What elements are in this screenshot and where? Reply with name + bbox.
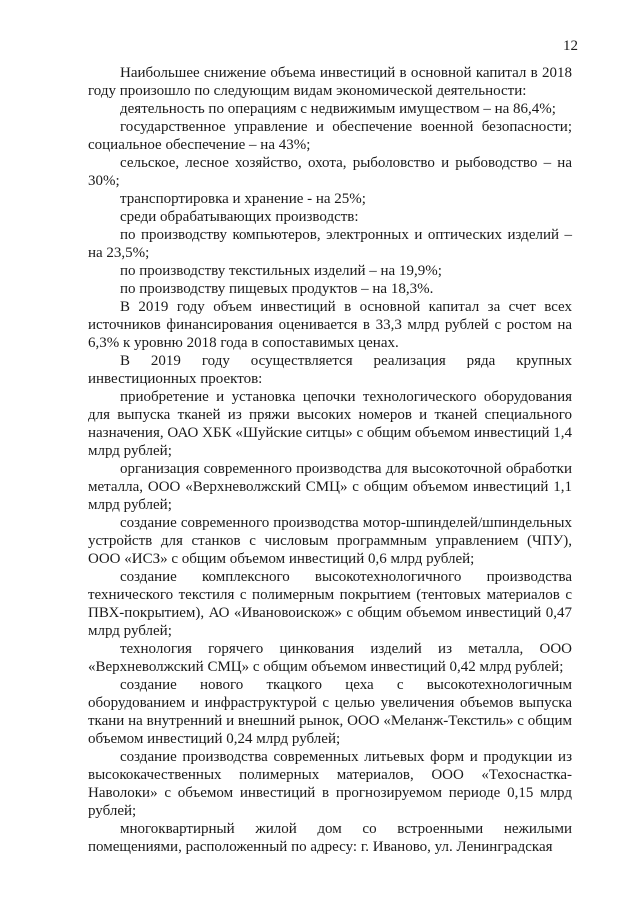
paragraph: государственное управление и обеспечение военной безопасности; социальное обеспечение – на 43%;	[88, 119, 572, 153]
paragraph: приобретение и установка цепочки технологического оборудования для выпуска тканей из пряжи высоких номеров и тканей специального назначения, ОАО ХБК «Шуйские ситцы» с общим объемом инвестиций 1,4 млрд рублей;	[88, 389, 572, 459]
paragraph: транспортировка и хранение - на 25%;	[120, 191, 366, 207]
paragraph: многоквартирный жилой дом со встроенными нежилыми помещениями, расположенный по адресу: г. Иваново, ул. Ленинградская	[88, 821, 572, 855]
paragraph: деятельность по операциям с недвижимым имуществом – на 86,4%;	[120, 101, 556, 117]
paragraph: создание нового ткацкого цеха с высокотехнологичным оборудованием и инфраструктурой с целью увеличения объемов выпуска ткани на внутренний и внешний рынок, ООО «Меланж-Текстиль» с общим объемом инвестиций 0,24 млрд рублей;	[88, 677, 572, 747]
paragraph: по производству текстильных изделий – на 19,9%;	[120, 263, 442, 279]
page-number: 12	[563, 38, 578, 54]
paragraph: В 2019 году осуществляется реализация ряда крупных инвестиционных проектов:	[88, 353, 572, 387]
paragraph: создание комплексного высокотехнологичного производства технического текстиля с полимерным покрытием (тентовых материалов с ПВХ-покрытием), АО «Ивановоискож» с общим объемом инвестиций 0,47 млрд рублей;	[88, 569, 572, 639]
document-body	[88, 64, 572, 856]
paragraph: по производству пищевых продуктов – на 18,3%.	[120, 281, 434, 297]
paragraph: создание современного производства мотор-шпинделей/шпиндельных устройств для станков с числовым программным управлением (ЧПУ), ООО «ИСЗ» с общим объемом инвестиций 0,6 млрд рублей;	[88, 515, 572, 567]
paragraph: В 2019 году объем инвестиций в основной капитал за счет всех источников финансирования оценивается в 33,3 млрд рублей с ростом на 6,3% к уровню 2018 года в сопоставимых ценах.	[88, 299, 572, 351]
paragraph: Наибольшее снижение объема инвестиций в основной капитал в 2018 году произошло по следующим видам экономической деятельности:	[88, 65, 572, 99]
paragraph: сельское, лесное хозяйство, охота, рыболовство и рыбоводство – на 30%;	[88, 155, 572, 189]
paragraph: технология горячего цинкования изделий из металла, ООО «Верхневолжский СМЦ» с общим объемом инвестиций 0,42 млрд рублей;	[88, 641, 572, 675]
paragraph: создание производства современных литьевых форм и продукции из высококачественных полимерных материалов, ООО «Техоснастка-Наволоки» с объемом инвестиций в прогнозируемом периоде 0,15 млрд рублей;	[88, 749, 572, 819]
paragraph: организация современного производства для высокоточной обработки металла, ООО «Верхневолжский СМЦ» с общим объемом инвестиций 1,1 млрд рублей;	[88, 461, 572, 513]
paragraph: среди обрабатывающих производств:	[120, 209, 359, 225]
paragraph: по производству компьютеров, электронных и оптических изделий – на 23,5%;	[88, 227, 572, 261]
